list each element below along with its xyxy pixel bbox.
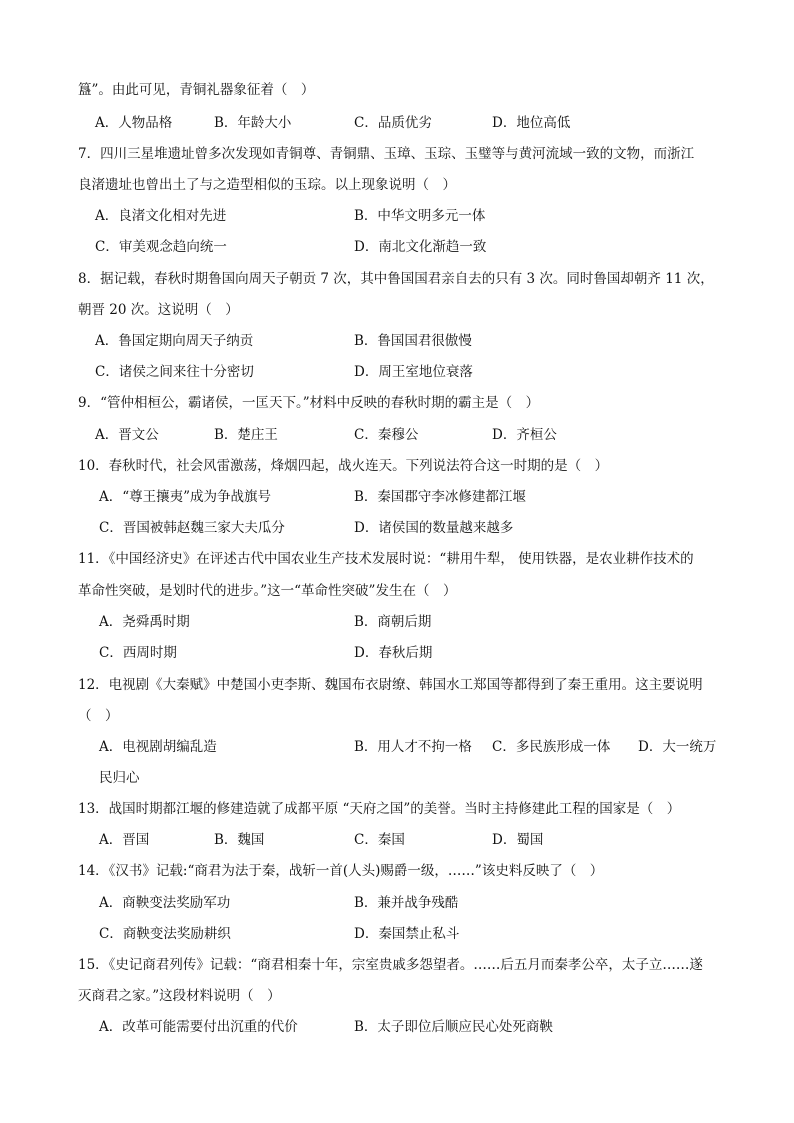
option-14b: B．兼并战争残酷 [354,895,459,911]
option-10d: D．诸侯国的数量越来越多 [354,520,514,536]
option-7b: B．中华文明多元一体 [354,208,486,224]
question-8-stem-line-2: 朝晋 20 次。这说明（ ） [78,302,239,318]
option-14d: D．秦国禁止私斗 [354,926,460,942]
question-14-stem: 14．《汉书》记载:“商君为法于秦，战斩一首(人头)赐爵一级，……”该史料反映了（ ） [78,863,604,879]
option-11a: A．尧舜禹时期 [99,614,190,630]
option-15a: A．改革可能需要付出沉重的代价 [99,1019,298,1035]
option-9b: B．楚庄王 [214,427,278,443]
option-12d-wrap: 民归心 [99,770,140,786]
question-11-stem-line-1: 11．《中国经济史》在评述古代中国农业生产技术发展时说：“耕用牛犁， 使用铁器，是农业耕作技术的 [78,551,694,567]
option-13b: B．魏国 [214,832,265,848]
question-15-stem-line-2: 灭商君之家。”这段材料说明（ ） [78,988,281,1004]
option-7c: C．审美观念趋向统一 [95,239,227,255]
option-11b: B．商朝后期 [354,614,432,630]
option-13d: D．蜀国 [492,832,544,848]
option-13c: C．秦国 [354,832,405,848]
option-8c: C．诸侯之间来往十分密切 [95,364,254,380]
question-9-stem: 9．“管仲相桓公，霸诸侯，一匡天下。”材料中反映的春秋时期的霸主是（ ） [78,395,540,411]
question-15-stem-line-1: 15．《史记商君列传》记载：“商君相秦十年，宗室贵戚多怨望者。……后五月而秦孝公卒，太子立……遂 [78,957,703,973]
option-10c: C．晋国被韩赵魏三家大夫瓜分 [99,520,285,536]
option-9c: C．秦穆公 [354,427,419,443]
option-7d: D．南北文化渐趋一致 [354,239,487,255]
option-9d: D．齐桓公 [492,427,557,443]
question-6-stem-end: 簋”。由此可见，青铜礼器象征着（ ） [78,82,315,98]
option-9a: A．晋文公 [95,427,159,443]
question-12-stem-line-2: （ ） [78,708,119,724]
option-13a: A．晋国 [99,832,150,848]
question-12-stem-line-1: 12．电视剧《大秦赋》中楚国小吏李斯、魏国布衣尉缭、韩国水工郑国等都得到了秦王重用。这主要说明 [78,677,703,693]
option-8a: A．鲁国定期向周天子纳贡 [95,333,254,349]
option-12b: B．用人才不拘一格 [354,739,472,755]
option-10b: B．秦国郡守李冰修建都江堰 [354,489,526,505]
option-6d: D．地位高低 [492,115,571,131]
option-12c: C．多民族形成一体 [492,739,611,755]
option-10a: A．“尊王攘夷”成为争战旗号 [99,489,272,505]
option-6b: B．年龄大小 [214,115,292,131]
option-7a: A．良渚文化相对先进 [95,208,227,224]
option-11c: C．西周时期 [99,645,177,661]
option-12d: D．大一统万 [638,739,717,755]
question-7-stem-line-2: 良渚遗址也曾出土了与之造型相似的玉琮。以上现象说明（ ） [78,177,456,193]
question-11-stem-line-2: 革命性突破，是划时代的进步。”这一“革命性突破”发生在（ ） [78,583,457,599]
option-8d: D．周王室地位衰落 [354,364,473,380]
option-8b: B．鲁国国君很傲慢 [354,333,472,349]
question-7-stem-line-1: 7．四川三星堆遗址曾多次发现如青铜尊、青铜鼎、玉璋、玉琮、玉璧等与黄河流域一致的文物，而浙江 [78,146,695,162]
option-6c: C．品质优劣 [354,115,432,131]
option-14a: A．商鞅变法奖励军功 [99,895,231,911]
question-10-stem: 10．春秋时代，社会风雷激荡，烽烟四起，战火连天。下列说法符合这一时期的是（ ） [78,458,609,474]
option-14c: C．商鞅变法奖励耕织 [99,926,231,942]
question-13-stem: 13．战国时期都江堰的修建造就了成都平原 “天府之国”的美誉。当时主持修建此工程的国家是（ ） [78,801,681,817]
option-15b: B．太子即位后顺应民心处死商鞅 [354,1019,553,1035]
option-12a: A．电视剧胡编乱造 [99,739,217,755]
question-8-stem-line-1: 8．据记载，春秋时期鲁国向周天子朝贡 7 次，其中鲁国国君亲自去的只有 3 次。同时鲁国却朝齐 11 次， [78,271,714,287]
option-6a: A．人物品格 [95,115,173,131]
option-11d: D．春秋后期 [354,645,433,661]
